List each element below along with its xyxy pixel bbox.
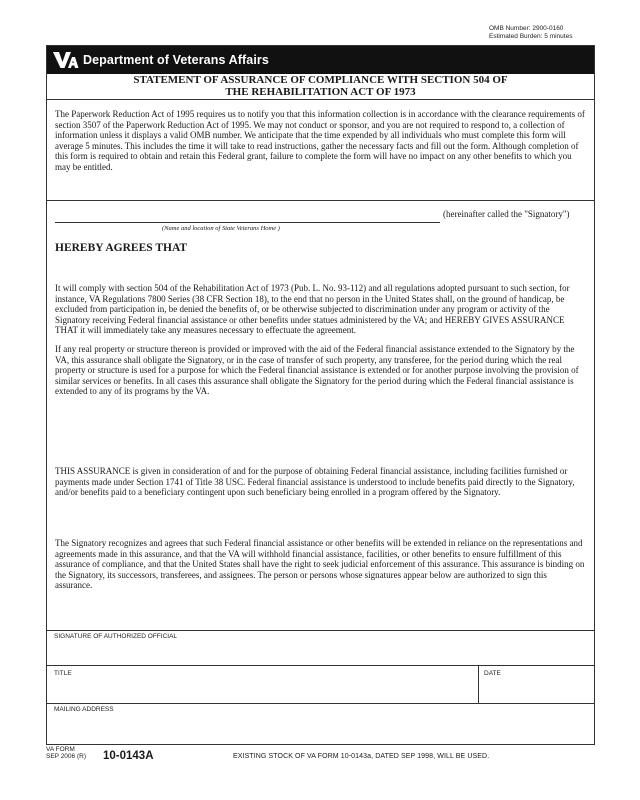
form-label: VA FORM — [46, 746, 75, 753]
date-label: DATE — [484, 670, 501, 677]
paragraph-assurance: THIS ASSURANCE is given in consideration of and for the purpose of obtaining Federal financial assistance, including facilities furnished or payments made under Section 1741 of Title 38 USC. Federal financial assistance is understood to include benefits paid directly to the Signatory, and/or benefits paid to a beneficiary contingent upon such beneficiary being enrolled in a program offered by the Signatory. — [55, 466, 575, 498]
form-frame — [46, 45, 595, 745]
divider — [47, 200, 594, 201]
date-field[interactable] — [479, 666, 594, 703]
form-title-line1: STATEMENT OF ASSURANCE OF COMPLIANCE WITH SECTION 504 OF — [133, 74, 508, 86]
form-date: SEP 2006 (R) — [46, 753, 86, 760]
divider — [47, 99, 594, 100]
va-logo-icon — [51, 49, 79, 71]
paragraph-agreement: The Signatory recognizes and agrees that such Federal financial assistance or other benefits will be extended in reliance on the representations and agreements made in this assurance, and that the VA will withhold financial assistance, facilities, or other benefits to ensure fulfillment of this assurance of compliance, and that the United States shall have the right to seek judicial enforcement of this assurance. This assurance is binding on the Signatory, its successors, transferees, and assignees. The person or persons whose signatures appear below are authorized to sign this assurance. — [55, 538, 585, 591]
mailing-address-label: MAILING ADDRESS — [54, 706, 114, 713]
form-edition — [46, 746, 86, 760]
omb-info — [489, 25, 572, 40]
paperwork-notice: The Paperwork Reduction Act of 1995 requires us to notify you that this information collection is in accordance with the clearance requirements of section 3507 of the Paperwork Reduction Act of 1995. We may not conduct or sponsor, and you are not required to respond to, a collection of information unless it displays a valid OMB number. We anticipate that the time expended by all individuals who must complete this form will average 5 minutes. This includes the time it will take to read instructions, gather the necessary facts and fill out the form. Although completion of this form is required to obtain and retain this Federal grant, failure to complete the form will have no impact on any other benefits to which you may be entitled. — [55, 109, 585, 172]
paragraph-property: If any real property or structure thereon is provided or improved with the aid of the Federal financial assistance extended to the Signatory by the VA, this assurance shall obligate the Signatory, or in the case of transfer of such property, any transferee, for the period during which the real property or structure is used for a purpose for which the Federal financial assistance is extended or for another purpose involving the provision of similar services or benefits. In all cases this assurance shall obligate the Signatory for the period during which the Federal financial assistance is extended to any of its programs by the VA. — [55, 344, 579, 397]
form-number: 10-0143A — [103, 750, 154, 762]
paragraph-compliance: It will comply with section 504 of the Rehabilitation Act of 1973 (Pub. L. No. 93-112) and all regulations adopted pursuant to such section, for instance, VA Regulations 7800 Series (38 CFR Section 18), to the end that no person in the United States shall, on the ground of handicap, be excluded from participation in, be denied the benefits of, or be otherwise subjected to discrimination under any program or activity of the Signatory receiving Federal financial assistance or other benefits under statues administered by the VA; and HEREBY GIVES ASSURANCE THAT it will immediately take any measures necessary to effectuate the agreement. — [55, 283, 570, 336]
signature-label: SIGNATURE OF AUTHORIZED OFFICIAL — [54, 633, 178, 640]
header-bar — [47, 46, 594, 74]
department-name: Department of Veterans Affairs — [83, 53, 269, 67]
hereafter-text: (hereinafter called the "Signatory") — [443, 209, 570, 219]
form-title-line2: THE REHABILITATION ACT OF 1973 — [225, 85, 416, 98]
omb-number: OMB Number: 2900-0160 — [489, 25, 564, 32]
signatory-name-line[interactable] — [55, 222, 440, 223]
existing-stock-note: EXISTING STOCK OF VA FORM 10-0143a, DATED SEP 1998, WILL BE USED. — [233, 753, 490, 760]
mailing-address-field[interactable] — [47, 704, 594, 744]
title-field[interactable] — [47, 666, 478, 703]
estimated-burden: Estimated Burden: 5 minutes — [489, 32, 573, 40]
signature-field[interactable] — [47, 631, 594, 665]
title-label: TITLE — [54, 670, 72, 677]
agrees-heading: HEREBY AGREES THAT — [55, 242, 188, 254]
form-title — [47, 75, 594, 98]
signatory-caption: (Name and location of State Veterans Home ) — [162, 225, 280, 232]
